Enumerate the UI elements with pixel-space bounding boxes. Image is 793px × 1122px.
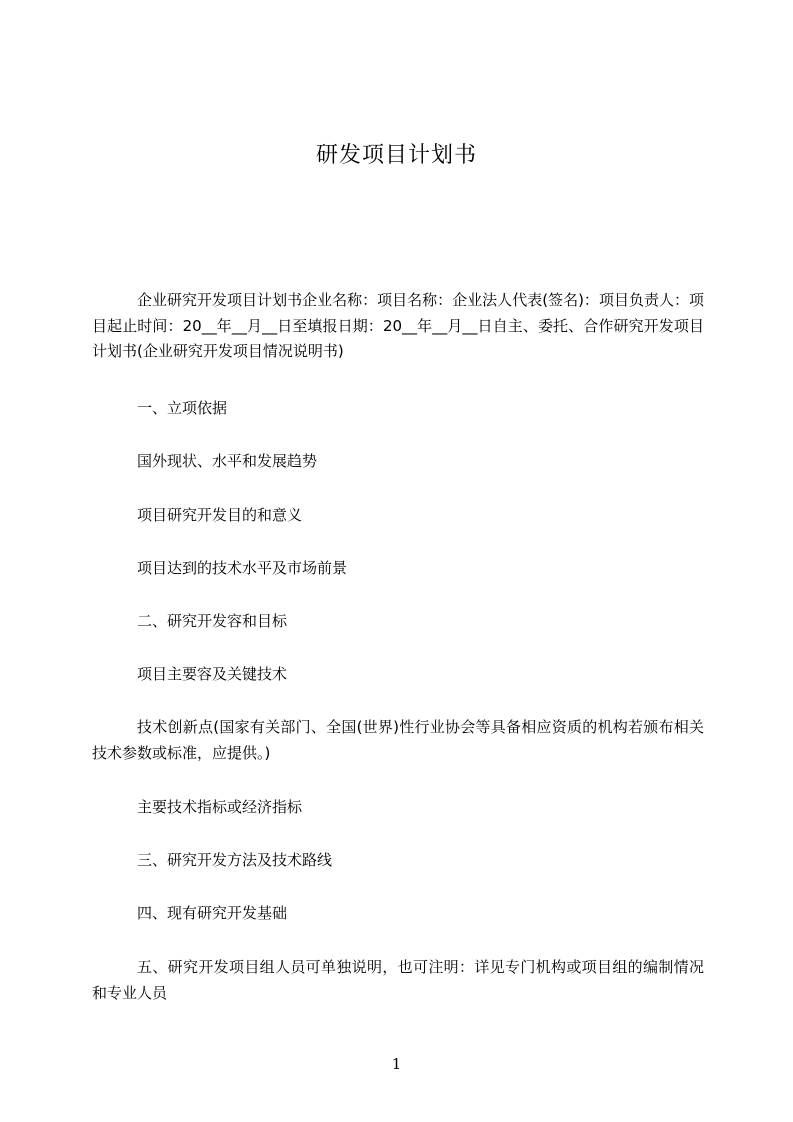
staff-paragraph: 五、研究开发项目组人员可单独说明，也可注明：详见专门机构或项目组的编制情况和专业人员 — [92, 958, 704, 1002]
section-item-indicators: 主要技术指标或经济指标 — [137, 798, 303, 816]
page-number: 1 — [391, 1055, 402, 1073]
section-heading-basis: 一、立项依据 — [137, 399, 228, 417]
section-heading-methods: 三、研究开发方法及技术路线 — [137, 851, 333, 869]
section-heading-foundation: 四、现有研究开发基础 — [137, 904, 288, 922]
page-title: 研发项目计划书 — [315, 143, 477, 168]
section-heading-content-goals: 二、研究开发容和目标 — [137, 612, 288, 630]
innovation-paragraph: 技术创新点(国家有关部门、全国(世界)性行业协会等具备相应资质的机构若颁布相关技术参数或标准，应提供。) — [92, 718, 704, 762]
section-item-foreign-status: 国外现状、水平和发展趋势 — [137, 452, 318, 470]
section-item-purpose: 项目研究开发目的和意义 — [137, 506, 303, 524]
section-item-key-technology: 项目主要容及关键技术 — [137, 665, 288, 683]
section-item-market-prospect: 项目达到的技术水平及市场前景 — [137, 559, 348, 577]
intro-paragraph: 企业研究开发项目计划书企业名称：项目名称：企业法人代表(签名)：项目负责人：项目起止时间：20__年__月__日至填报日期：20__年__月__日自主、委托、合作研究开发项目计划书(企业研究开发项目情况说明书) — [92, 291, 704, 360]
